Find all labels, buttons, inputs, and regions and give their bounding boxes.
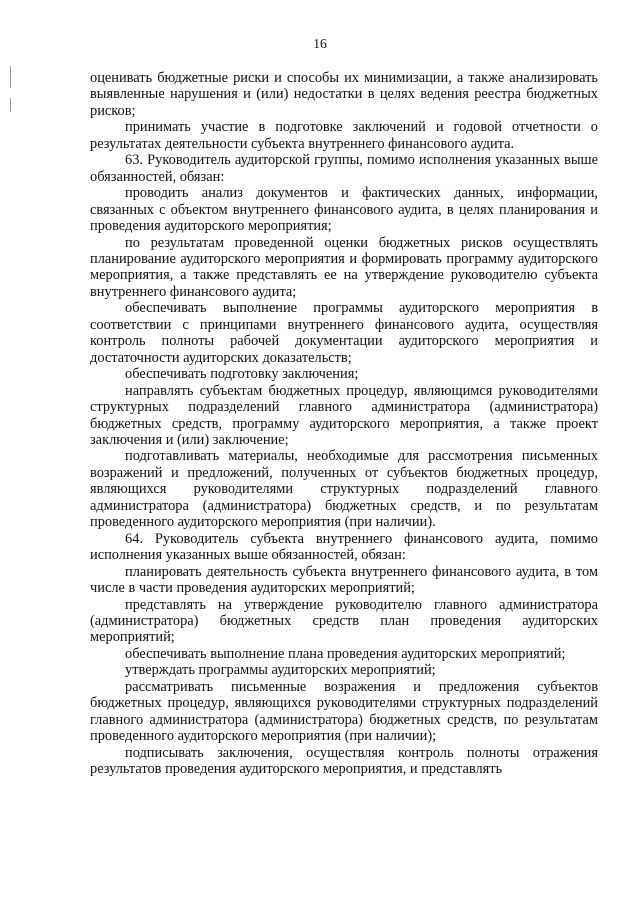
margin-mark [10,66,11,88]
paragraph: 63. Руководитель аудиторской группы, помимо исполнения указанных выше обязанностей, обязан: [90,152,598,185]
paragraph: 64. Руководитель субъекта внутреннего финансового аудита, помимо исполнения указанных выше обязанностей, обязан: [90,530,598,564]
paragraph: принимать участие в подготовке заключений и годовой отчетности о результатах деятельности субъекта внутреннего финансового аудита. [90,119,598,152]
page-number: 16 [313,36,327,51]
paragraph: подготавливать материалы, необходимые для рассмотрения письменных возражений и предложений, полученных от субъектов бюджетных процедур, являющихся руководителями структурных подразделений главного администратора (администратора) бюджетных средств, и по результатам проведенного аудиторского мероприятия (при наличии). [90,448,598,531]
paragraph: подписывать заключения, осуществляя контроль полноты отражения результатов проведения аудиторского мероприятия, и представлять [90,744,598,778]
paragraph: проводить анализ документов и фактических данных, информации, связанных с объектом внутреннего финансового аудита, в целях планирования и проведения аудиторского мероприятия; [90,185,598,235]
document-body [90,70,598,777]
paragraph: обеспечивать выполнение плана проведения аудиторских мероприятий; [125,645,566,662]
paragraph: по результатам проведенной оценки бюджетных рисков осуществлять планирование аудиторского мероприятия и формировать программу аудиторского мероприятия, а также представлять ее на утверждение руководителю субъекта внутреннего финансового аудита; [90,234,598,300]
paragraph: утверждать программы аудиторских мероприятий; [125,662,436,679]
paragraph: обеспечивать подготовку заключения; [125,366,359,383]
paragraph: рассматривать письменные возражения и предложения субъектов бюджетных процедур, являющихся руководителями структурных подразделений главного администратора (администратора) бюджетных средств, по результатам проведенного аудиторского мероприятия (при наличии); [90,678,598,745]
margin-mark [10,98,11,112]
paragraph: планировать деятельность субъекта внутреннего финансового аудита, в том числе в части проведения аудиторских мероприятий; [90,563,598,597]
paragraph: представлять на утверждение руководителю главного администратора (администратора) бюджетных средств план проведения аудиторских мероприятий; [90,596,598,646]
paragraph: направлять субъектам бюджетных процедур, являющимся руководителями структурных подразделений главного администратора (администратора) бюджетных средств, программу аудиторского мероприятия, а также проект заключения и (или) заключение; [90,382,598,448]
paragraph: обеспечивать выполнение программы аудиторского мероприятия в соответствии с принципами внутреннего финансового аудита, осуществляя контроль полноты рабочей документации аудиторского мероприятия и достаточности аудиторских доказательств; [90,300,598,366]
paragraph: оценивать бюджетные риски и способы их минимизации, а также анализировать выявленные нарушения и (или) недостатки в целях ведения реестра бюджетных рисков; [90,70,598,119]
